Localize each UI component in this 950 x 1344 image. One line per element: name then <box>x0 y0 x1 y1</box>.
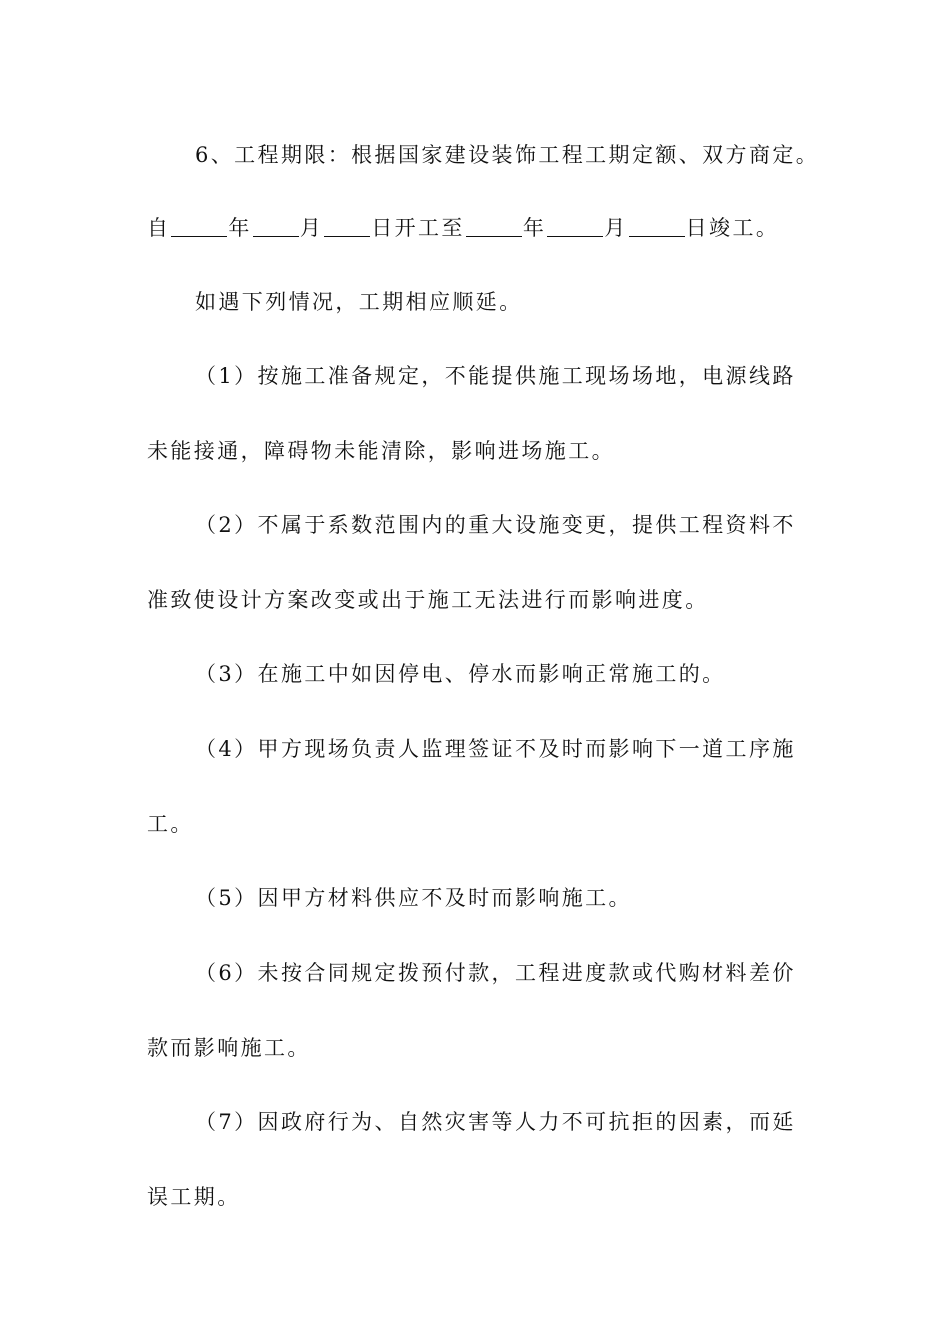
item-3-line-1: （3）在施工中如因停电、停水而影响正常施工的。 <box>195 662 726 686</box>
item-7-line-1: （7）因政府行为、自然灾害等人力不可抗拒的因素，而延 <box>195 1110 796 1134</box>
start-day-blank <box>324 216 370 237</box>
end-day-blank <box>629 216 685 237</box>
end-month-label: 月 <box>604 216 628 240</box>
clause-heading: 6、工程期限：根据国家建设装饰工程工期定额、双方商定。 <box>195 143 820 167</box>
item-6-line-1: （6）未按合同规定拨预付款，工程进度款或代购材料差价 <box>195 961 796 985</box>
start-year-label: 年 <box>228 216 252 240</box>
end-year-label: 年 <box>522 216 547 240</box>
start-day-label: 日开工至 <box>371 216 465 240</box>
end-day-label: 日竣工。 <box>685 216 780 240</box>
end-year-blank <box>466 216 522 237</box>
start-month-label: 月 <box>299 216 324 240</box>
item-5-line-1: （5）因甲方材料供应不及时而影响施工。 <box>195 886 632 910</box>
date-line <box>147 214 779 242</box>
start-year-blank <box>171 216 227 237</box>
start-month-blank <box>253 216 299 237</box>
item-4-line-2: 工。 <box>147 812 194 836</box>
item-7-line-2: 误工期。 <box>147 1185 241 1209</box>
item-2-line-1: （2）不属于系数范围内的重大设施变更，提供工程资料不 <box>195 513 796 537</box>
item-4-line-1: （4）甲方现场负责人监理签证不及时而影响下一道工序施 <box>195 737 796 761</box>
date-prefix: 自 <box>147 216 171 240</box>
intro-paragraph: 如遇下列情况，工期相应顺延。 <box>195 290 523 314</box>
item-6-line-2: 款而影响施工。 <box>147 1036 311 1060</box>
item-2-line-2: 准致使设计方案改变或出于施工无法进行而影响进度。 <box>147 588 709 612</box>
item-1-line-1: （1）按施工准备规定，不能提供施工现场场地，电源线路 <box>195 364 796 388</box>
end-month-blank <box>547 216 603 237</box>
item-1-line-2: 未能接通，障碍物未能清除，影响进场施工。 <box>147 439 615 463</box>
